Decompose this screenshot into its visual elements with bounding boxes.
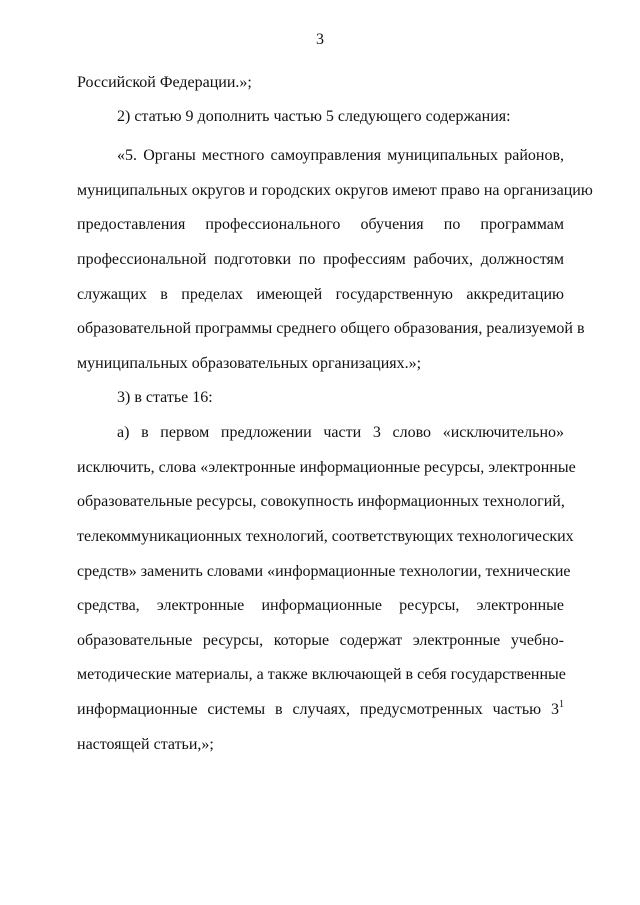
superscript: 1 [559,699,564,710]
text-line: настоящей статьи,»; [77,736,214,753]
text-line: предоставления профессионального обучения по программам [77,216,564,233]
text-line: муниципальных округов и городских округов имеют право на организацию [77,182,593,199]
text-line: служащих в пределах имеющей государственную аккредитацию [77,286,564,303]
page-number: 3 [316,31,324,48]
text-line: телекоммуникационных технологий, соответствующих технологических [77,528,574,545]
text-line: муниципальных образовательных организациях.»; [77,355,422,372]
text-line: исключить, слова «электронные информационные ресурсы, электронные [77,459,576,476]
text-line: средств» заменить словами «информационные технологии, технические [77,563,571,580]
text-line: профессиональной подготовки по профессиям рабочих, должностям [77,251,564,268]
text-line: методические материалы, а также включающей в себя государственные [77,666,566,683]
text-line: Российской Федерации.»; [77,74,252,91]
text-line: «5. Органы местного самоуправления муниципальных районов, [117,147,564,164]
text-line: а) в первом предложении части 3 слово «исключительно» [117,424,564,441]
text-line: 3) в статье 16: [117,389,213,406]
text-line: образовательной программы среднего общего образования, реализуемой в [77,320,585,337]
text-line [77,700,564,720]
text-line: 2) статью 9 дополнить частью 5 следующего содержания: [117,108,511,125]
text-line: образовательные ресурсы, которые содержат электронные учебно- [77,632,564,649]
text-line-body: информационные системы в случаях, предусмотренных частью 3 [77,701,559,718]
text-line: образовательные ресурсы, совокупность информационных технологий, [77,493,565,510]
text-line: средства, электронные информационные ресурсы, электронные [77,597,564,614]
